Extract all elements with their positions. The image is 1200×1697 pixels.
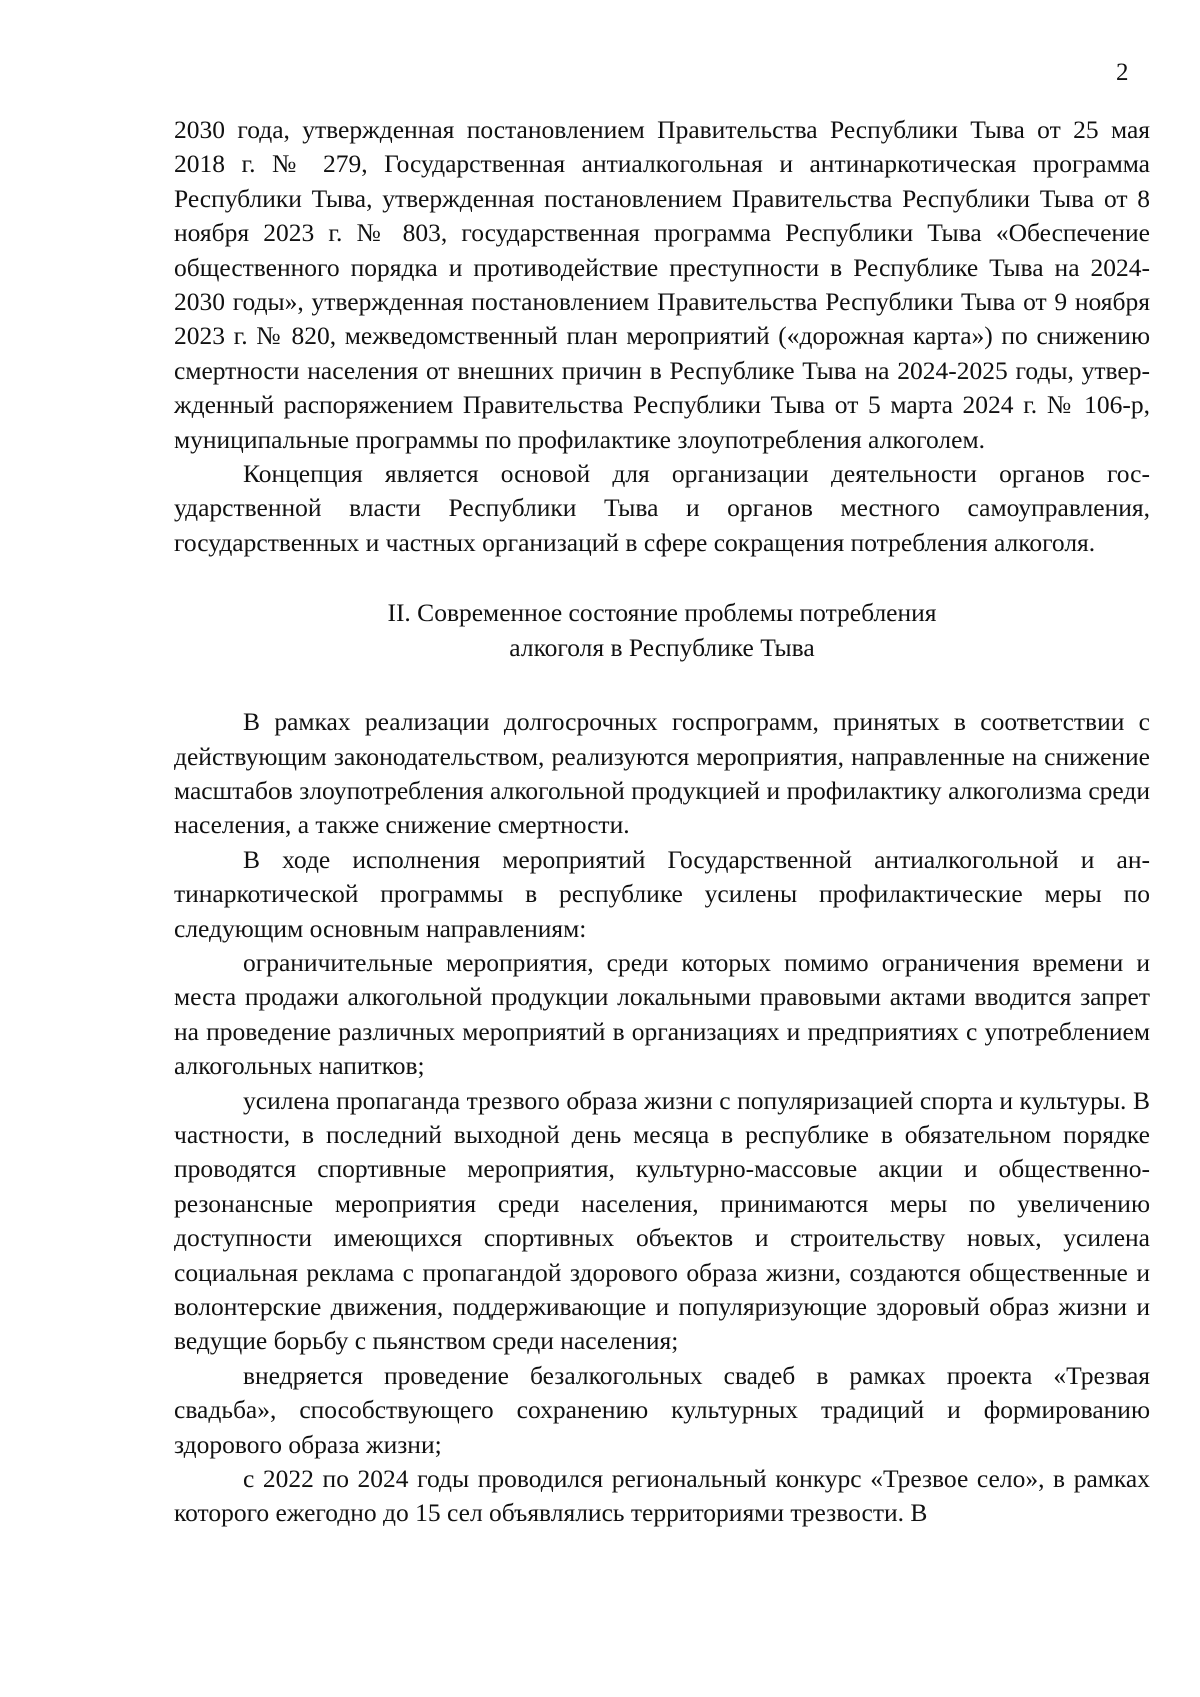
- body-paragraph-4: усилена пропаганда трезвого образа жизни с популяризацией спорта и культуры. В частности, в последний выходной день месяца в республике в обязательном порядке проводятся спортивные мероприятия, культурно-массовые акции и общественно-резонансные мероприятия среди населения, принимаются меры по увеличению доступности имеющихся спортивных объектов и строительству новых, усилена социальная реклама с пропагандой здорового образа жизни, создаются общественные и волонтерские движения, поддерживающие и популяризующие здоровый образ жизни и ведущие борьбу с пьянством среди населения;: [174, 1085, 1150, 1356]
- body-paragraph-6: с 2022 по 2024 годы проводился региональный конкурс «Трезвое село», в рамках которого ежегодно до 15 сел объявлялись территориями трезвости. В: [174, 1464, 1150, 1528]
- section-heading-line-2: алкоголя в Республике Тыва: [509, 632, 815, 662]
- section-heading-line-1: II. Современное состояние проблемы потребления: [387, 598, 937, 628]
- body-paragraph-3: ограничительные мероприятия, среди которых помимо ограничения времени и места продажи алкогольной продукции локальными правовыми актами вводится запрет на проведение различных мероприятий в организациях и предприятиях с употреблением алкогольных напитков;: [174, 947, 1150, 1081]
- page-number: 2: [1116, 59, 1129, 86]
- body-paragraph-2: В ходе исполнения мероприятий Государственной антиалкогольной и антинаркотической программы в республике усилены профилактические меры по следующим основным направлениям:: [174, 844, 1150, 943]
- intro-paragraph-1: 2030 года, утвержденная постановлением Правительства Республики Тыва от 25 мая 2018 г. № 279, Государственная антиалкогольная и антинаркотическая программа Республики Тыва, утвержденная постановлением Правительства Республики Тыва от 8 ноября 2023 г. № 803, государственная программа Республики Тыва «Обеспечение общественного порядка и противодействие преступности в Республике Тыва на 2024-2030 годы», утвержденная постановлением Правительства Республики Тыва от 9 ноября 2023 г. № 820, межведомственный план мероприятий («дорожная карта») по снижению смертности населения от внешних причин в Республике Тыва на 2024-2025 годы, утвержденный распоряжением Правительства Республики Тыва от 5 марта 2024 г. № 106-р, муниципальные программы по профилактике злоупотребления алкоголем.: [174, 115, 1150, 454]
- document-body: [174, 113, 1150, 1531]
- intro-paragraph-2: Концепция является основой для организации деятельности органов государственной власти Республики Тыва и органов местного самоуправления, государственных и частных организаций в сфере сокращения потребления алкоголя.: [174, 459, 1150, 557]
- section-heading: [174, 596, 1150, 665]
- body-paragraph-5: внедряется проведение безалкогольных свадеб в рамках проекта «Трезвая свадьба», способствующего сохранению культурных традиций и формированию здорового образа жизни;: [174, 1360, 1150, 1459]
- body-paragraph-1: В рамках реализации долгосрочных госпрограмм, принятых в соответствии с действующим законодательством, реализуются мероприятия, направленные на снижение масштабов злоупотребления алкогольной продукцией и профилактику алкоголизма среди населения, а также снижение смертности.: [174, 707, 1150, 840]
